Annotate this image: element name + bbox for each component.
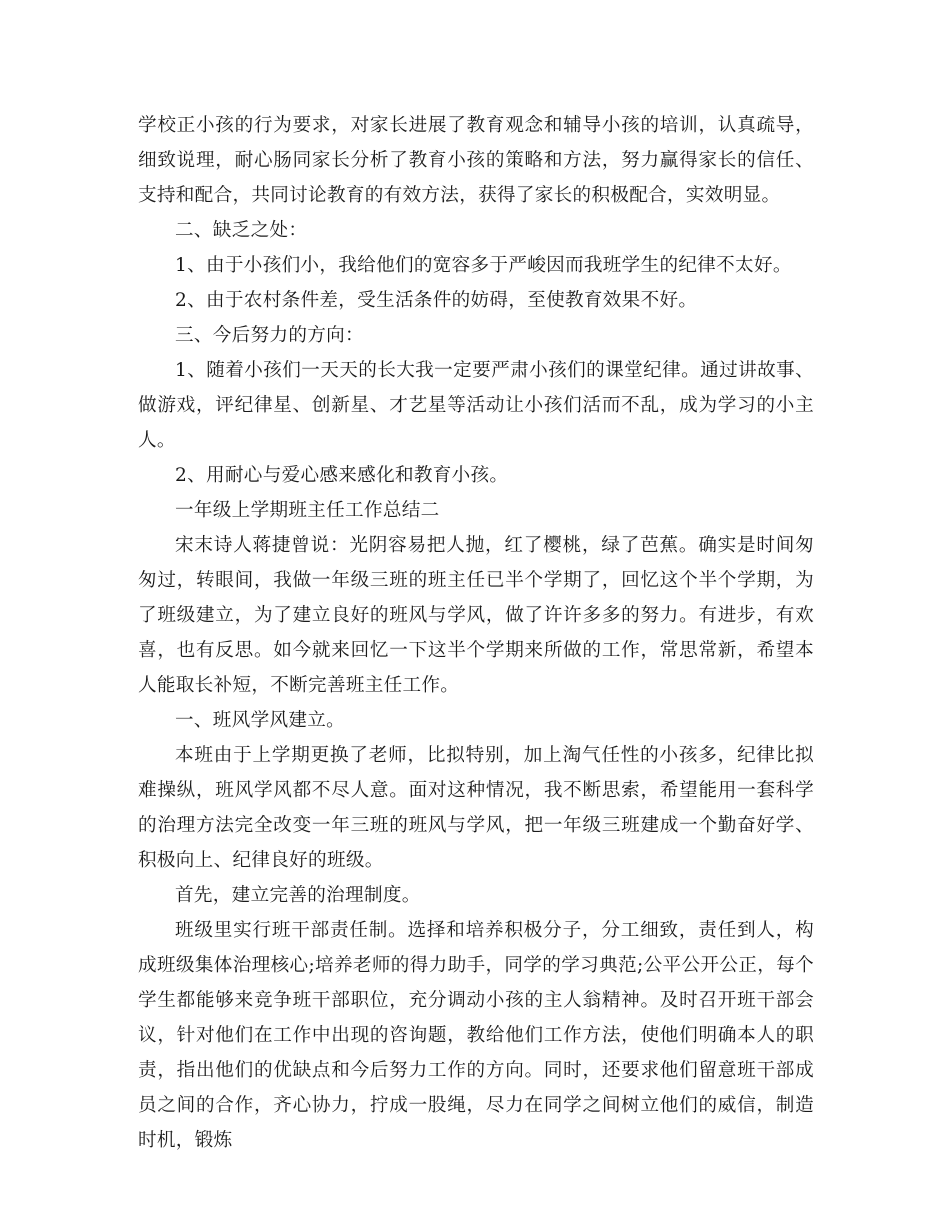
article-title-two: 一年级上学期班主任工作总结二 [175, 500, 440, 521]
paragraph-shortcoming-1: 1、由于小孩们小，我给他们的宽容多于严峻因而我班学生的纪律不太好。 [175, 255, 792, 276]
paragraph-shortcoming-2: 2、由于农村条件差，受生活条件的妨碍，至使教育效果不好。 [175, 290, 698, 311]
subheading-first: 首先，建立完善的治理制度。 [175, 885, 421, 906]
section-heading-shortcomings: 二、缺乏之处： [175, 220, 308, 241]
paragraph-future-2: 2、用耐心与爱心感来感化和教育小孩。 [175, 465, 509, 486]
paragraph-future-1: 1、随着小孩们一天天的长大我一定要严肃小孩们的课堂纪律。通过讲故事、做游戏，评纪律星、创新星、才艺星等活动让小孩们活而不乱，成为学习的小主人。 [138, 360, 814, 451]
section-heading-class-style: 一、班风学风建立。 [175, 710, 346, 731]
section-heading-future: 三、今后努力的方向： [175, 325, 364, 346]
paragraph-class-style: 本班由于上学期更换了老师，比拟特别，加上淘气任性的小孩多，纪律比拟难操纵，班风学风都不尽人意。面对这种情况，我不断思索，希望能用一套科学的治理方法完全改变一年三班的班风与学风，把一年级三班建成一个勤奋好学、积极向上、纪律良好的班级。 [138, 745, 814, 871]
document-page [138, 108, 814, 1158]
paragraph-1: 学校正小孩的行为要求，对家长进展了教育观念和辅导小孩的培训，认真疏导，细致说理，耐心肠同家长分析了教育小孩的策略和方法，努力赢得家长的信任、支持和配合，共同讨论教育的有效方法，获得了家长的积极配合，实效明显。 [138, 115, 814, 206]
paragraph-cadre-system: 班级里实行班干部责任制。选择和培养积极分子，分工细致，责任到人，构成班级集体治理核心;培养老师的得力助手，同学的学习典范;公平公开公正，每个学生都能够来竞争班干部职位，充分调动小孩的主人翁精神。及时召开班干部会议，针对他们在工作中出现的咨询题，教给他们工作方法，使他们明确本人的职责，指出他们的优缺点和今后努力工作的方向。同时，还要求他们留意班干部成员之间的合作，齐心协力，拧成一股绳，尽力在同学之间树立他们的威信，制造时机，锻炼 [138, 920, 814, 1151]
paragraph-intro: 宋末诗人蒋捷曾说：光阴容易把人抛，红了樱桃，绿了芭蕉。确实是时间匆匆过，转眼间，我做一年级三班的班主任已半个学期了，回忆这个半个学期，为了班级建立，为了建立良好的班风与学风，做了许许多多的努力。有进步，有欢喜，也有反思。如今就来回忆一下这半个学期来所做的工作，常思常新，希望本人能取长补短，不断完善班主任工作。 [138, 535, 814, 696]
